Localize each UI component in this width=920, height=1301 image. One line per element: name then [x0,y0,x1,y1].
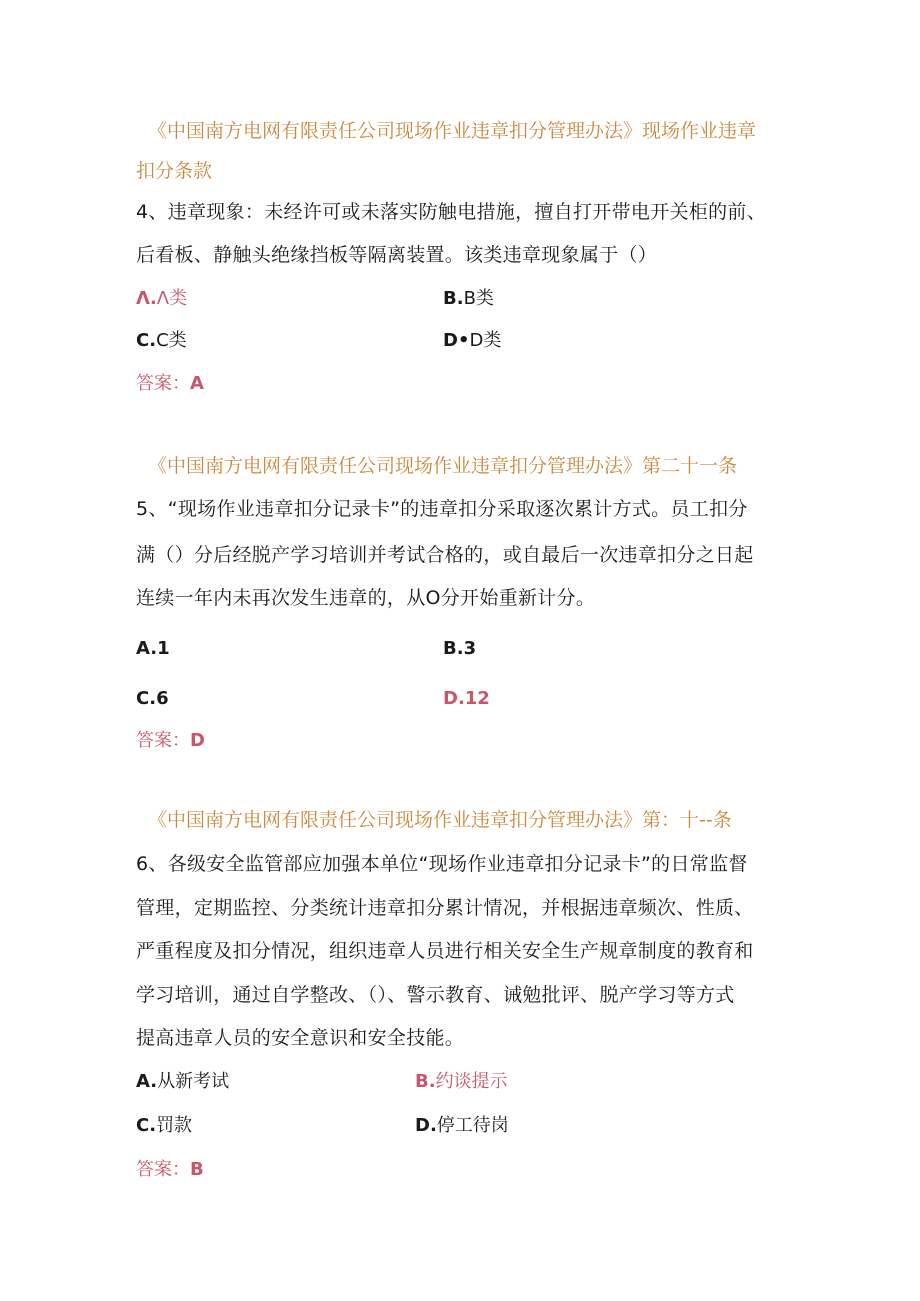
question-6-source-line-1: 《中国南方电网有限责任公司现场作业违章扣分管理办法》第：十--条 [148,809,732,831]
question-4-option-c [136,329,187,353]
option-key: C. [136,330,157,351]
option-key: B. [443,288,464,309]
question-4-text-line-1: 4、违章现象：未经许可或未落实防触电措施，擅自打开带电开关柜的前、 [136,201,766,223]
option-label: Λ类 [156,288,188,309]
option-key: D. [415,1115,437,1136]
option-key: D. [443,688,465,709]
question-6-answer [136,1158,204,1182]
answer-value: A [190,373,204,394]
question-5-option-b [443,637,476,661]
option-label: 从新考试 [157,1071,230,1092]
answer-value: B [190,1159,204,1180]
question-6-option-a [136,1070,229,1094]
question-4-answer [136,372,204,396]
question-6-text-line-2: 管理，定期监控、分类统计违章扣分累计情况，并根据违章频次、性质、 [136,897,754,919]
option-label: 罚款 [156,1115,193,1136]
option-label: 1 [157,638,170,659]
option-key: A. [136,638,158,659]
option-key: Λ. [136,288,157,309]
question-5-source-line-1: 《中国南方电网有限责任公司现场作业违章扣分管理办法》第二十一条 [148,455,738,477]
question-6-text-line-3: 严重程度及扣分情况，组织违章人员进行相关安全生产规章制度的教育和 [136,940,754,962]
question-6-text-line-5: 提高违章人员的安全意识和安全技能。 [136,1027,465,1049]
option-key: B. [415,1071,436,1092]
question-5-option-c [136,687,169,711]
answer-value: D [190,730,205,751]
option-key: A. [136,1071,158,1092]
question-5-option-a [136,637,170,661]
option-label: C类 [156,330,187,351]
question-4-option-a [136,287,187,311]
question-6-option-d [415,1114,509,1138]
option-key: C. [136,688,157,709]
question-5-answer [136,729,205,753]
option-key: B. [443,638,464,659]
question-6-option-b [415,1070,508,1094]
question-4-option-d [443,329,501,353]
question-6-text-line-4: 学习培训，通过自学整改、（）、警示教育、诫勉批评、脱产学习等方式 [136,984,735,1006]
option-label: 12 [464,688,490,709]
question-5-text-line-1: 5、“现场作业违章扣分记录卡”的违章扣分采取逐次累计方式。员工扣分 [136,498,748,520]
question-4-source-line-1: 《中国南方电网有限责任公司现场作业违章扣分管理办法》现场作业违章 [148,120,757,142]
option-label: 停工待岗 [436,1115,509,1136]
answer-label: 答案： [136,730,190,751]
option-label: 3 [463,638,477,659]
option-key: C. [136,1115,157,1136]
option-label: B类 [463,288,494,309]
option-label: 6 [156,688,169,709]
question-5-text-line-3: 连续一年内未再次发生违章的，从O分开始重新计分。 [136,587,596,609]
option-label: 约谈提示 [435,1071,508,1092]
question-4-source-line-2: 扣分条款 [136,160,213,182]
question-6-text-line-1: 6、各级安全监管部应加强本单位“现场作业违章扣分记录卡”的日常监督 [136,853,748,875]
option-label: D类 [469,330,502,351]
question-5-text-line-2: 满（）分后经脱产学习培训并考试合格的，或自最后一次违章扣分之日起 [136,544,754,566]
question-5-option-d [443,687,490,711]
question-4-option-b [443,287,494,311]
question-6-option-c [136,1114,192,1138]
answer-label: 答案： [136,1159,190,1180]
answer-label: 答案： [136,373,190,394]
question-4-text-line-2: 后看板、静触头绝缘挡板等隔离装置。该类违章现象属于（） [136,244,658,266]
option-key: D• [443,330,470,351]
